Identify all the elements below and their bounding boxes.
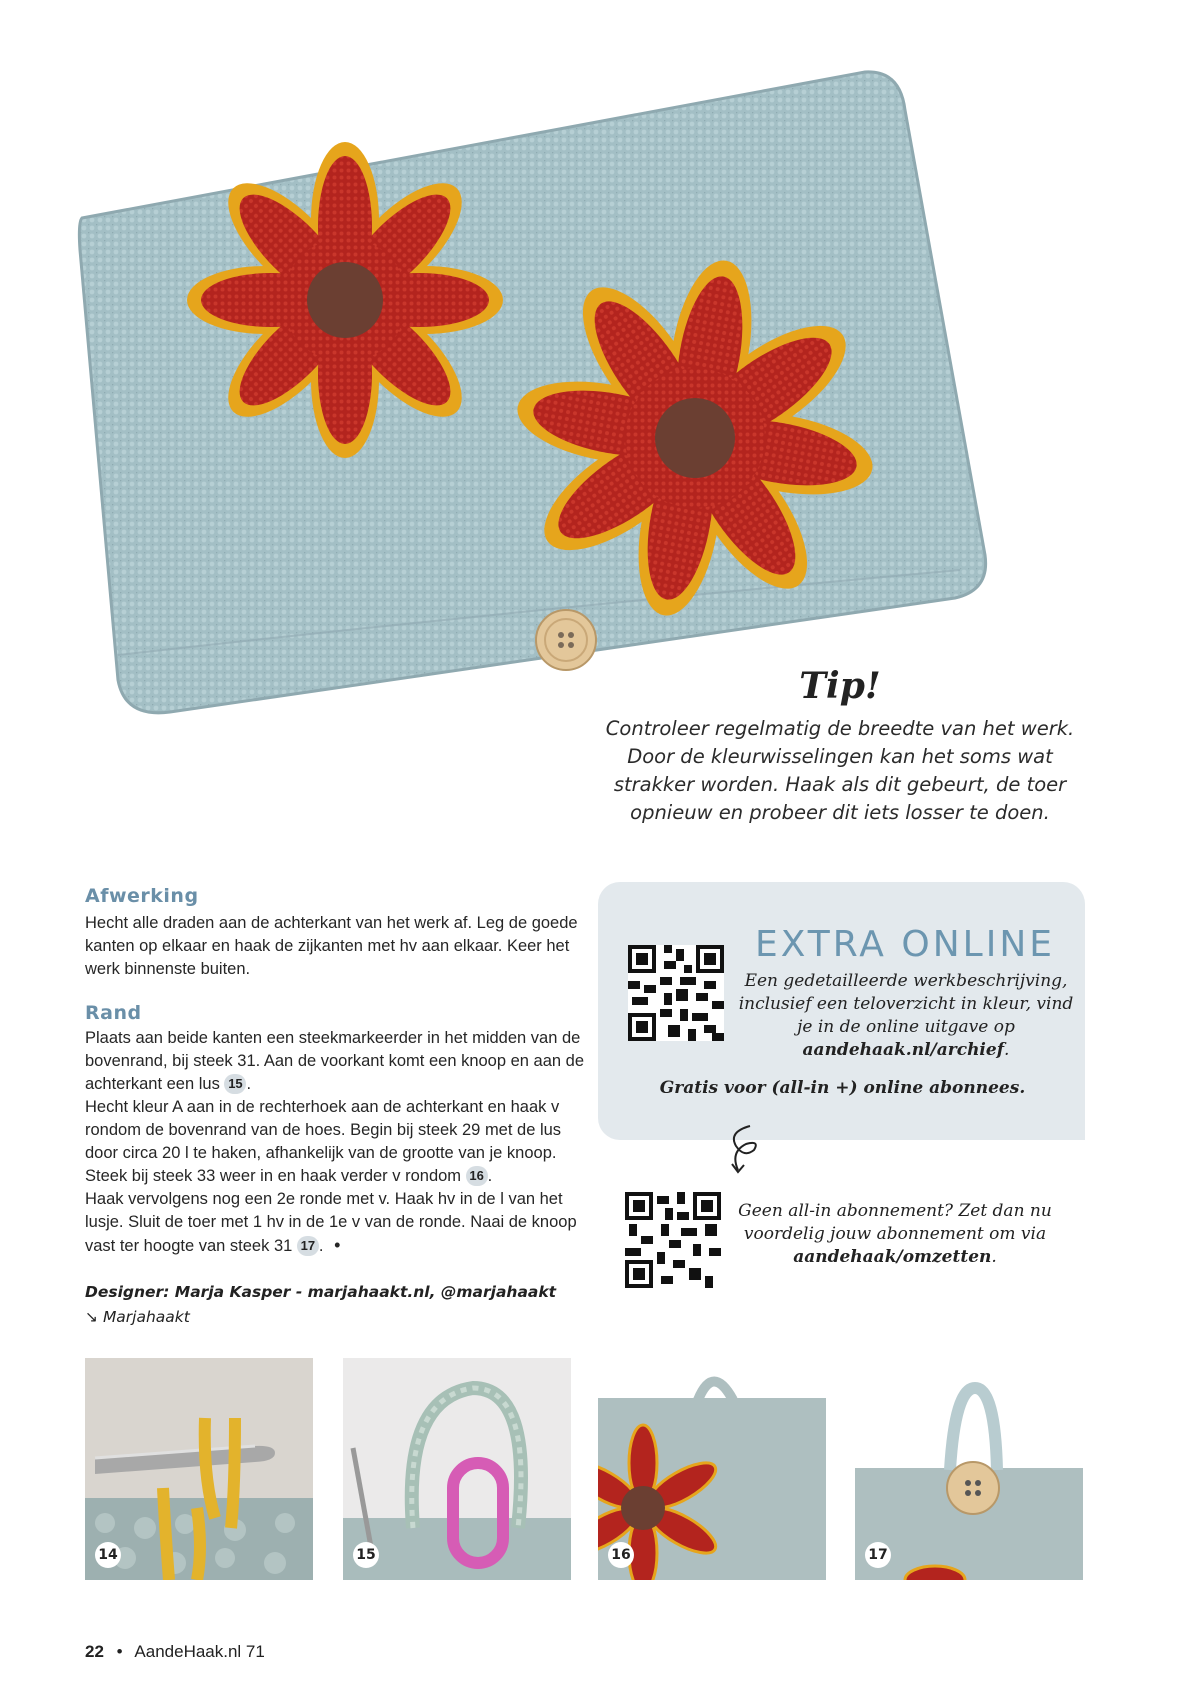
- link-suffix: .: [1004, 1040, 1010, 1060]
- step-ref-badge: 15: [224, 1074, 246, 1094]
- tip-text: Controleer regelmatig de breedte van het werk. Door de kleurwisselingen kan het soms wat strakker worden. Haak als dit gebeurt, de toer opnieuw en probeer dit iets losser te doen.: [605, 717, 1075, 824]
- rand-text-2: Hecht kleur A aan in de rechterhoek aan de achterkant en haak v rondom de bovenrand van de hoes. Begin bij steek 29 met de lus door circa 20 l te haken, afhankelijk van de grootte van je knoop. Steek bij steek 33 weer in en haak verder v rondom: [85, 1098, 562, 1185]
- curly-arrow-icon: [720, 1122, 770, 1182]
- afwerking-text: Hecht alle draden aan de achterkant van het werk af. Leg de goede kanten op elkaar en haak de zijkanten met hv aan elkaar. Keer het werk binnenste buiten.: [85, 914, 578, 978]
- link-suffix: .: [991, 1247, 997, 1267]
- afwerking-heading: Afwerking: [85, 885, 199, 907]
- rand-text-1: Plaats aan beide kanten een steekmarkeerder in het midden van de bovenrand, bij steek 31. Aan de voorkant komt een knoop en aan de achterkant een lus: [85, 1029, 585, 1093]
- end-mark: •: [334, 1235, 341, 1255]
- extra-online-description: Een gedetailleerde werkbeschrijving, inclusief een teloverzicht in kleur, vind je in de online uitgave op: [738, 971, 1074, 1037]
- qr-code-archief[interactable]: [628, 945, 724, 1041]
- social-name: Marjahaakt: [102, 1308, 190, 1326]
- tip-title: Tip!: [799, 665, 881, 707]
- step-photo-15: [343, 1358, 571, 1580]
- rand-text-3: Haak vervolgens nog een 2e ronde met v. Haak hv in de l van het lusje. Sluit de toer met 1 hv in de 1e v van de ronde. Naai de knoop vast ter hoogte van steek 31: [85, 1190, 577, 1255]
- social-icon: ↘: [85, 1308, 98, 1326]
- extra-online-title: EXTRA ONLINE: [754, 924, 1055, 965]
- pouch-button: [536, 610, 596, 670]
- step-photo-16: [598, 1358, 826, 1580]
- social-handle: [85, 1308, 190, 1326]
- step-number: 14: [95, 1542, 121, 1568]
- step-ref-badge: 17: [297, 1236, 319, 1256]
- step-number: 15: [353, 1542, 379, 1568]
- subscription-text: [735, 1200, 1055, 1269]
- qr-code-omzetten[interactable]: [625, 1192, 721, 1288]
- step-number: 16: [608, 1542, 634, 1568]
- extra-online-free-note: Gratis voor (all-in +) online abonnees.: [659, 1078, 1026, 1098]
- designer-credit: Designer: Marja Kasper - marjahaakt.nl, @marjahaakt: [85, 1283, 557, 1301]
- rand-text: Plaats aan beide kanten een steekmarkeerder in het midden van de bovenrand, bij steek 31. Aan de voorkant komt een knoop en aan de achterkant een lus 15 . Hecht kleur A aan in de rechterhoek aan de achterkant en haak v rondom de bovenrand van de hoes. Begin bij steek 29 met de lus door circa 20 l te haken, afhankelijk van de grootte van je knoop. Steek bij steek 33 weer in en haak verder v rondom 16 . Haak vervolgens nog een 2e ronde met v. Haak hv in de l van het lusje. Sluit de toer met 1 hv in de 1e v van de ronde. Naai de knoop vast ter hoogte van steek 31 17 . •: [85, 1029, 585, 1255]
- flower-1: [187, 142, 503, 458]
- page-number: 22: [85, 1642, 104, 1661]
- step-ref-badge: 16: [466, 1166, 488, 1186]
- omzetten-link[interactable]: aandehaak/omzetten: [793, 1247, 992, 1267]
- footer-separator: •: [116, 1642, 123, 1661]
- subscription-description: Geen all-in abonnement? Zet dan nu voordelig jouw abonnement om via: [738, 1201, 1052, 1244]
- archief-link[interactable]: aandehaak.nl/archief: [802, 1040, 1005, 1060]
- page-footer: [85, 1642, 265, 1662]
- extra-online-text: [738, 970, 1074, 1062]
- publication-name: AandeHaak.nl 71: [134, 1642, 265, 1661]
- rand-heading: Rand: [85, 1002, 142, 1024]
- step-number: 17: [865, 1542, 891, 1568]
- step-photo-17: [855, 1358, 1083, 1580]
- step-photo-14: [85, 1358, 313, 1580]
